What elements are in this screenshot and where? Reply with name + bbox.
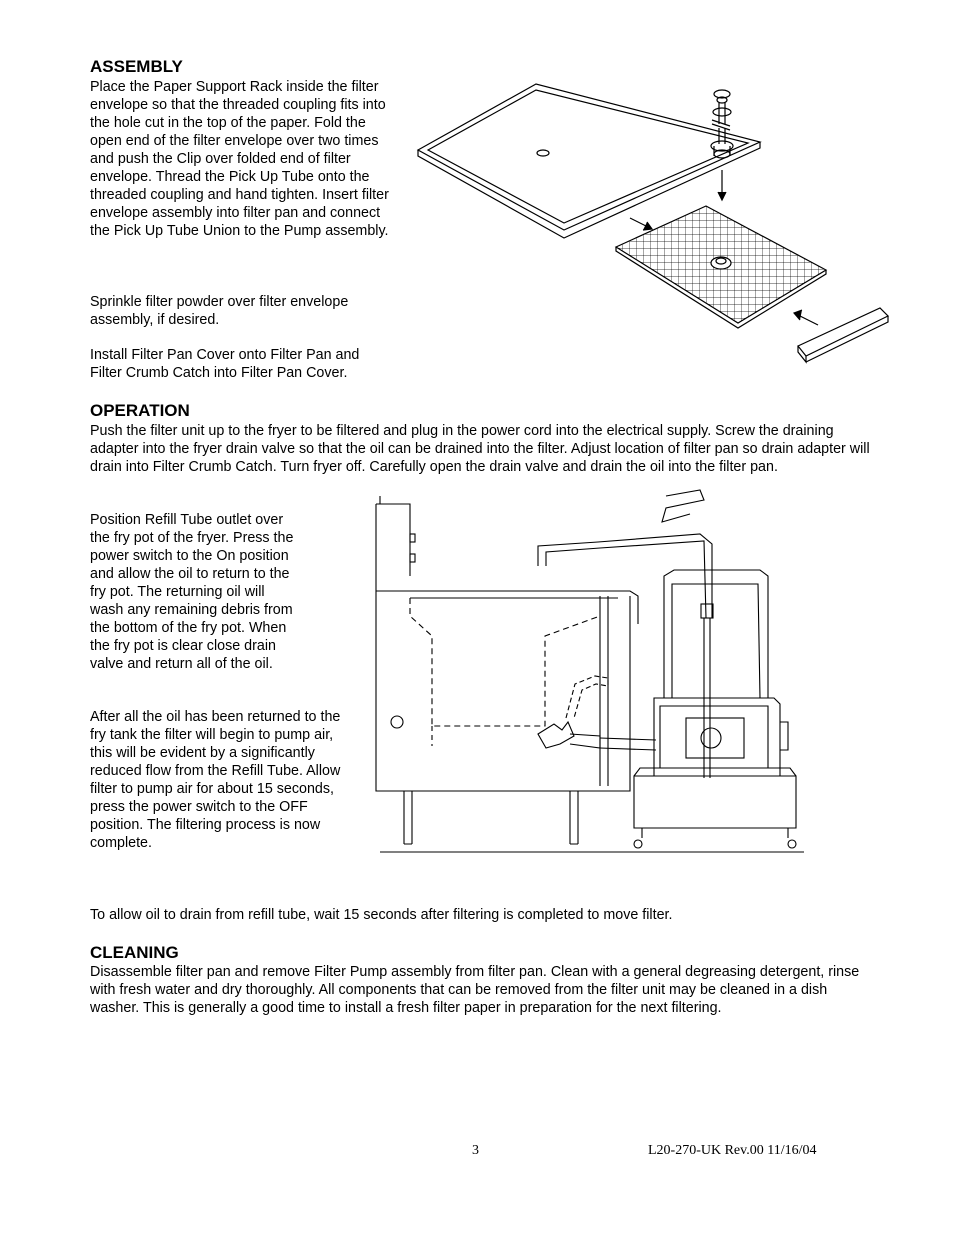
document-id: L20-270-UK Rev.00 11/16/04 (648, 1143, 817, 1158)
assembly-paragraph-1: Place the Paper Support Rack inside the filter envelope so that the threaded coupling fits into the hole cut in the top of the paper. Fold the open end of the filter envelope over two times and push the Clip over folded end of filter envelope. Thread the Pick Up Tube onto the threaded coupling and hand tighten. Insert filter envelope assembly into filter pan and connect the Pick Up Tube Union to the Pump assembly. (90, 79, 389, 239)
operation-paragraph-1: Push the filter unit up to the fryer to be filtered and plug in the power cord into the electrical supply. Screw the draining adapter into the fryer drain valve so that the oil can be drained into the filter. Adjust location of filter pan so drain adapter will drain into Filter Crumb Catch. Turn fryer off. Carefully open the drain valve and drain the oil into the filter pan. (90, 423, 870, 475)
operation-paragraph-3: After all the oil has been returned to the fry tank the filter will begin to pump air, this will be evident by a significantly reduced flow from the Refill Tube. Allow filter to pump air for about 15 seconds, press the power switch to the OFF position. The filtering process is now complete. (90, 709, 341, 851)
cleaning-heading: CLEANING (90, 943, 179, 962)
operation-heading: OPERATION (90, 401, 190, 420)
operation-paragraph-2: Position Refill Tube outlet over the fry pot of the fryer. Press the power switch to the On position and allow the oil to return to the fry pot. The returning oil will wash any remaining debris from the bottom of the fry pot. When the fry pot is clear close drain valve and return all of the oil. (90, 512, 294, 672)
assembly-paragraph-3: Install Filter Pan Cover onto Filter Pan and Filter Crumb Catch into Filter Pan Cover. (90, 347, 360, 381)
assembly-heading: ASSEMBLY (90, 57, 183, 76)
filter-assembly-illustration (412, 80, 892, 370)
assembly-paragraph-2: Sprinkle filter powder over filter envelope assembly, if desired. (90, 294, 349, 328)
page-number: 3 (472, 1143, 479, 1158)
operation-paragraph-4: To allow oil to drain from refill tube, wait 15 seconds after filtering is completed to move filter. (90, 907, 673, 923)
cleaning-paragraph-1: Disassemble filter pan and remove Filter Pump assembly from filter pan. Clean with a general degreasing detergent, rinse with fresh water and dry thoroughly. All components that can be removed from the filter unit may be cleaned in a dish washer. This is generally a good time to install a fresh filter paper in preparation for the next filtering. (90, 964, 860, 1016)
fryer-filter-illustration (370, 486, 810, 858)
